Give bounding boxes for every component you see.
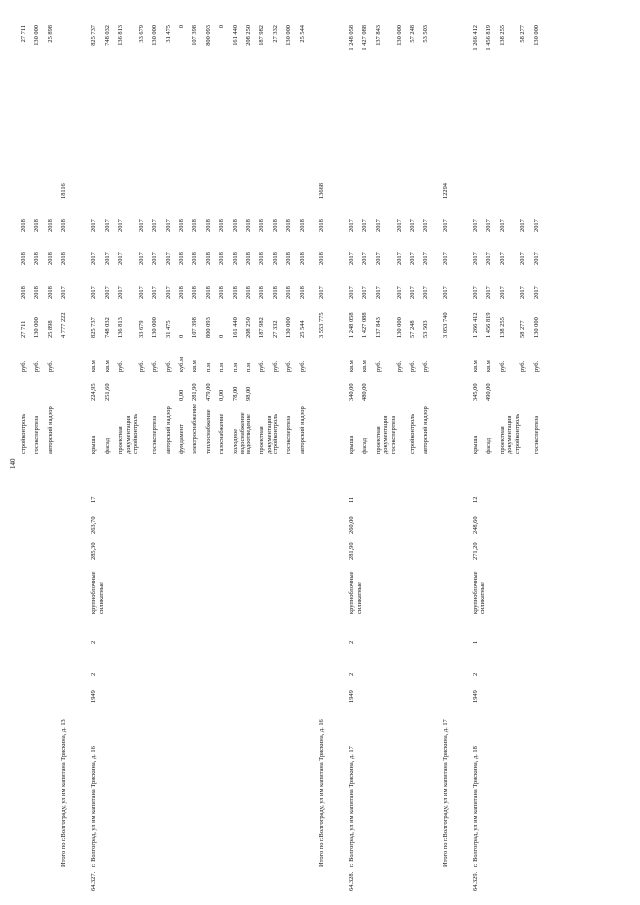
work-row-year: 2017: [422, 252, 430, 265]
work-row-unit: руб.: [285, 360, 293, 372]
work-row-item: стройконтроль: [271, 413, 279, 454]
area-total: 285,30: [90, 542, 98, 560]
work-row-year: 2017: [151, 219, 159, 232]
work-row-qty: 281,90: [191, 383, 199, 401]
people: 17: [90, 496, 98, 503]
work-row-total: 1 266 412: [471, 25, 479, 51]
work-row-year: 2017: [395, 286, 403, 299]
work-row-item: авторский надзор: [298, 406, 306, 454]
work-row-unit: кв.м: [485, 360, 493, 372]
work-row-item: крыша: [90, 435, 98, 454]
work-row-cost: 1 266 412: [471, 312, 479, 338]
work-row-unit: кв.м: [471, 360, 479, 372]
top-row-year: 2018: [20, 286, 27, 299]
work-row-cost: 138 255: [498, 317, 506, 338]
work-row-total: 0: [218, 25, 226, 29]
work-row-year: 2017: [103, 286, 111, 299]
work-row-year: 2017: [117, 252, 124, 265]
work-row-qty: 78,00: [231, 386, 239, 401]
work-row-year: 2017: [485, 286, 493, 299]
people: 12: [471, 496, 479, 503]
work-row-year: 2017: [519, 252, 527, 265]
entrances: 2: [90, 640, 98, 644]
work-row-total: 208 250: [244, 25, 252, 46]
work-row-cost: 748 032: [103, 317, 111, 338]
work-row-item: авторский надзор: [164, 406, 172, 454]
work-row-cost: 31 475: [164, 320, 172, 338]
work-row-qty: 480,00: [361, 383, 369, 401]
floors: 2: [347, 672, 355, 676]
work-row-cost: 800 093: [204, 317, 212, 338]
work-row-item: фундамент: [177, 424, 185, 454]
work-row-total: 187 982: [258, 25, 266, 46]
area-living: 260,00: [347, 516, 355, 534]
work-row-total: 107 398: [191, 25, 199, 46]
work-row-year: 2017: [422, 286, 430, 299]
work-row-total: 53 503: [422, 25, 430, 43]
subtotal-cost: 4 777 222: [60, 312, 68, 338]
work-row-total: 136 813: [117, 25, 124, 46]
work-row-unit: руб.: [532, 360, 540, 372]
work-row-year: 2018: [177, 252, 185, 265]
work-row-year: 2017: [164, 286, 172, 299]
work-row-item: госэкспертиза: [532, 415, 540, 454]
work-row-year: 2017: [471, 286, 479, 299]
work-row-year: 2017: [137, 219, 145, 232]
work-row-year: 2017: [90, 219, 98, 232]
work-row-year: 2017: [347, 219, 355, 232]
work-row-year: 2018: [177, 286, 185, 299]
row-number: 64.329.: [471, 871, 479, 891]
top-row-year: 2018: [46, 252, 54, 265]
work-row-unit: руб.: [498, 360, 506, 372]
work-row-cost: 1 248 058: [347, 312, 355, 338]
work-row-item: холодное водоснабжение: [231, 412, 247, 454]
year-built: 1949: [471, 690, 479, 703]
subtotal-year: 2017: [441, 286, 449, 299]
work-row-year: 2018: [271, 219, 279, 232]
work-row-cost: 208 250: [244, 317, 252, 338]
work-row-total: 130 000: [151, 25, 159, 46]
work-row-item: госэкспертиза: [285, 415, 293, 454]
work-row-item: газоснабжение: [218, 413, 226, 454]
work-row-cost: 130 000: [151, 317, 159, 338]
work-row-unit: руб.: [258, 360, 266, 372]
work-row-total: 748 032: [103, 25, 111, 46]
top-row-unit: руб.: [46, 360, 54, 372]
work-row-total: 33 679: [137, 25, 145, 43]
work-row-total: 58 277: [519, 25, 527, 43]
work-row-cost: 25 544: [298, 320, 306, 338]
work-row-qty: 0,00: [177, 389, 185, 401]
work-row-item: проектная документация стройконтроль: [498, 413, 521, 454]
work-row-item: фасад: [485, 438, 493, 454]
work-row-cost: 137 843: [374, 317, 382, 338]
work-row-cost: 161 440: [231, 317, 239, 338]
work-row-year: 2017: [395, 252, 403, 265]
work-row-year: 2018: [191, 252, 199, 265]
work-row-qty: 490,00: [485, 383, 493, 401]
subtotal-year: 2017: [441, 219, 449, 232]
work-row-unit: руб.: [151, 360, 159, 372]
work-row-year: 2018: [285, 252, 293, 265]
work-row-unit: руб.: [395, 360, 403, 372]
work-row-year: 2017: [90, 286, 98, 299]
work-row-year: 2018: [191, 286, 199, 299]
people: 11: [347, 496, 355, 503]
area-living: 248,60: [471, 516, 479, 534]
work-row-year: 2018: [231, 286, 239, 299]
row-number: 64.328.: [347, 871, 355, 891]
subtotal-year: 2018: [60, 252, 68, 265]
work-row-cost: 57 248: [408, 320, 416, 338]
work-row-item: проектная документация стройконтроль: [117, 413, 140, 454]
work-row-item: госэкспертиза: [151, 415, 159, 454]
area-total: 271,20: [471, 542, 479, 560]
work-row-unit: куб.м: [177, 356, 185, 372]
work-row-total: 825 737: [90, 25, 98, 46]
work-row-cost: 130 000: [285, 317, 293, 338]
top-row-unit: руб.: [20, 360, 27, 372]
work-row-item: крыша: [471, 435, 479, 454]
work-row-unit: руб.: [137, 360, 145, 372]
area-total: 281,90: [347, 542, 355, 560]
subtotal-extra: 12294: [441, 183, 449, 199]
work-row-total: 800 093: [204, 25, 212, 46]
work-row-year: 2017: [164, 219, 172, 232]
work-row-year: 2017: [408, 252, 416, 265]
work-row-unit: руб.: [422, 360, 430, 372]
work-row-unit: руб.: [164, 360, 172, 372]
wall-material: крупноблочные силикатные: [347, 571, 363, 614]
work-row-item: фасад: [361, 438, 369, 454]
top-row-total: 25 898: [46, 25, 54, 43]
work-row-year: 2017: [137, 286, 145, 299]
work-row-total: 0: [177, 25, 185, 29]
work-row-year: 2018: [244, 252, 252, 265]
work-row-total: 137 843: [374, 25, 382, 46]
work-row-unit: п.м: [204, 362, 212, 372]
subtotal-label: Итого по г.Волгограду, ул им капитана Тряскина, д. 13: [60, 719, 68, 867]
work-row-total: 138 255: [498, 25, 506, 46]
work-row-unit: руб.: [374, 360, 382, 372]
work-row-year: 2017: [164, 252, 172, 265]
work-row-year: 2017: [151, 252, 159, 265]
subtotal-year: 2017: [441, 252, 449, 265]
work-row-unit: кв.м: [361, 360, 369, 372]
work-row-year: 2017: [532, 219, 540, 232]
work-row-unit: руб.: [519, 360, 527, 372]
work-row-cost: 187 982: [258, 317, 266, 338]
work-row-year: 2018: [218, 219, 226, 232]
work-row-item: электроснабжение: [191, 403, 199, 454]
work-row-year: 2018: [204, 252, 212, 265]
subtotal-year: 2017: [60, 286, 68, 299]
year-built: 1949: [347, 690, 355, 703]
work-row-year: 2018: [191, 219, 199, 232]
work-row-year: 2017: [90, 252, 98, 265]
work-row-cost: 27 332: [271, 320, 279, 338]
wall-material: крупноблочные силикатные: [471, 571, 487, 614]
work-row-year: 2017: [347, 286, 355, 299]
area-living: 263,70: [90, 516, 98, 534]
work-row-year: 2017: [471, 219, 479, 232]
work-row-year: 2017: [374, 219, 382, 232]
work-row-year: 2018: [244, 286, 252, 299]
subtotal-cost: 3 053 740: [441, 312, 449, 338]
top-row-cost: 130 000: [33, 317, 41, 338]
work-row-cost: 107 398: [191, 317, 199, 338]
work-row-total: 130 000: [285, 25, 293, 46]
work-row-total: 130 000: [395, 25, 403, 46]
work-row-qty: 251,60: [103, 383, 111, 401]
work-row-total: 1 456 819: [485, 25, 493, 51]
work-row-total: 27 332: [271, 25, 279, 43]
subtotal-year: 2018: [60, 219, 68, 232]
work-row-year: 2017: [117, 219, 124, 232]
work-row-cost: 136 813: [117, 317, 124, 338]
work-row-year: 2017: [532, 252, 540, 265]
work-row-year: 2018: [271, 286, 279, 299]
top-row-unit: руб.: [33, 360, 41, 372]
work-row-year: 2017: [532, 286, 540, 299]
top-row-year: 2018: [33, 286, 41, 299]
work-row-cost: 1 456 819: [485, 312, 493, 338]
work-row-item: проектная документация: [258, 415, 273, 454]
work-row-year: 2017: [374, 252, 382, 265]
work-row-year: 2017: [361, 286, 369, 299]
work-row-year: 2018: [204, 219, 212, 232]
work-row-cost: 53 503: [422, 320, 430, 338]
work-row-qty: 340,00: [347, 383, 355, 401]
work-row-year: 2018: [298, 219, 306, 232]
work-row-cost: 33 679: [137, 320, 145, 338]
work-row-unit: кв.м: [90, 360, 98, 372]
work-row-cost: 130 000: [532, 317, 540, 338]
top-row-total: 130 000: [33, 25, 41, 46]
top-row-year: 2018: [33, 219, 41, 232]
work-row-year: 2018: [244, 219, 252, 232]
floors: 2: [471, 672, 479, 676]
building-address: г. Волгоград, ул им капитана Тряскина, д. 16: [90, 746, 98, 867]
wall-material: крупноблочные силикатные: [90, 571, 105, 614]
top-row-year: 2018: [46, 219, 54, 232]
work-row-unit: кв.м: [103, 360, 111, 372]
work-row-total: 130 000: [532, 25, 540, 46]
work-row-item: проектная документация госэкспертиза: [374, 415, 397, 454]
work-row-item: водоотведение: [244, 414, 252, 454]
work-row-year: 2017: [408, 219, 416, 232]
year-built: 1949: [90, 690, 98, 703]
work-row-total: 57 248: [408, 25, 416, 43]
work-row-item: стройконтроль: [408, 413, 416, 454]
work-row-year: 2017: [117, 286, 124, 299]
work-row-year: 2018: [285, 286, 293, 299]
work-row-total: 31 475: [164, 25, 172, 43]
work-row-year: 2018: [231, 252, 239, 265]
work-row-year: 2018: [258, 252, 266, 265]
floors: 2: [90, 672, 98, 676]
work-row-year: 2017: [422, 219, 430, 232]
work-row-unit: руб.: [298, 360, 306, 372]
top-row-year: 2018: [20, 219, 27, 232]
work-row-total: 1 248 058: [347, 25, 355, 51]
work-row-year: 2017: [498, 219, 506, 232]
work-row-year: 2017: [374, 286, 382, 299]
top-row-item: госэкспертиза: [33, 415, 41, 454]
subtotal-year: 2018: [317, 252, 325, 265]
work-row-year: 2018: [231, 219, 239, 232]
work-row-cost: 825 737: [90, 317, 98, 338]
work-row-year: 2017: [498, 286, 506, 299]
top-row-year: 2018: [46, 286, 54, 299]
work-row-cost: 58 277: [519, 320, 527, 338]
work-row-unit: п.м: [218, 362, 226, 372]
work-row-year: 2018: [177, 219, 185, 232]
work-row-year: 2017: [498, 252, 506, 265]
subtotal-label: Итого по г.Волгограду, ул им капитана Тряскина, д. 16: [317, 719, 325, 867]
work-row-year: 2017: [519, 286, 527, 299]
work-row-year: 2018: [298, 252, 306, 265]
work-row-unit: кв.м: [191, 360, 199, 372]
work-row-year: 2017: [485, 219, 493, 232]
page-number: 140: [9, 458, 17, 469]
work-row-year: 2018: [218, 252, 226, 265]
subtotal-year: 2017: [317, 286, 325, 299]
work-row-item: крыша: [347, 435, 355, 454]
building-address: г. Волгоград, ул им капитана Тряскина, д. 18: [471, 746, 479, 867]
top-row-item: стройконтроль: [20, 413, 27, 454]
work-row-year: 2017: [347, 252, 355, 265]
work-row-year: 2017: [471, 252, 479, 265]
work-row-item: авторский надзор: [422, 406, 430, 454]
work-row-unit: кв.м: [347, 360, 355, 372]
top-row-cost: 27 711: [20, 320, 27, 338]
work-row-year: 2018: [218, 286, 226, 299]
work-row-year: 2017: [395, 219, 403, 232]
top-row-item: авторский надзор: [46, 406, 54, 454]
work-row-year: 2018: [298, 286, 306, 299]
work-row-year: 2017: [361, 252, 369, 265]
work-row-cost: 130 000: [395, 317, 403, 338]
subtotal-cost: 3 553 775: [317, 312, 325, 338]
building-address: г. Волгоград, ул им капитана Тряскина, д. 17: [347, 746, 355, 867]
row-number: 64.327.: [90, 871, 98, 891]
top-row-cost: 25 898: [46, 320, 54, 338]
work-row-year: 2018: [285, 219, 293, 232]
work-row-total: 1 427 088: [361, 25, 369, 51]
work-row-year: 2018: [271, 252, 279, 265]
work-row-year: 2017: [485, 252, 493, 265]
work-row-unit: п.м: [231, 362, 239, 372]
work-row-qty: 345,00: [471, 383, 479, 401]
work-row-year: 2018: [258, 286, 266, 299]
top-row-year: 2018: [33, 252, 41, 265]
work-row-qty: 0,00: [218, 389, 226, 401]
work-row-qty: 224,95: [90, 383, 98, 401]
work-row-year: 2017: [519, 219, 527, 232]
work-row-year: 2017: [151, 286, 159, 299]
subtotal-year: 2018: [317, 219, 325, 232]
work-row-year: 2018: [258, 219, 266, 232]
work-row-total: 161 440: [231, 25, 239, 46]
work-row-cost: 1 427 088: [361, 312, 369, 338]
top-row-total: 27 711: [20, 25, 27, 43]
work-row-year: 2018: [204, 286, 212, 299]
work-row-year: 2017: [103, 219, 111, 232]
work-row-cost: 0: [177, 334, 185, 338]
work-row-year: 2017: [408, 286, 416, 299]
work-row-year: 2017: [361, 219, 369, 232]
work-row-cost: 0: [218, 334, 226, 338]
work-row-year: 2017: [103, 252, 111, 265]
work-row-qty: 479,00: [204, 383, 212, 401]
subtotal-label: Итого по г.Волгограду, ул им капитана Тряскина, д. 17: [441, 719, 449, 867]
subtotal-extra: 13668: [317, 183, 325, 199]
entrances: 1: [471, 640, 479, 644]
entrances: 2: [347, 640, 355, 644]
work-row-unit: п.м: [244, 362, 252, 372]
work-row-unit: руб.: [408, 360, 416, 372]
work-row-total: 25 544: [298, 25, 306, 43]
work-row-item: фасад: [103, 438, 111, 454]
subtotal-extra: 18116: [60, 183, 68, 199]
top-row-year: 2018: [20, 252, 27, 265]
work-row-item: теплоснабжение: [204, 409, 212, 454]
work-row-unit: руб.: [271, 360, 279, 372]
work-row-qty: 98,00: [244, 386, 252, 401]
work-row-year: 2017: [137, 252, 145, 265]
work-row-unit: руб.: [117, 360, 124, 372]
